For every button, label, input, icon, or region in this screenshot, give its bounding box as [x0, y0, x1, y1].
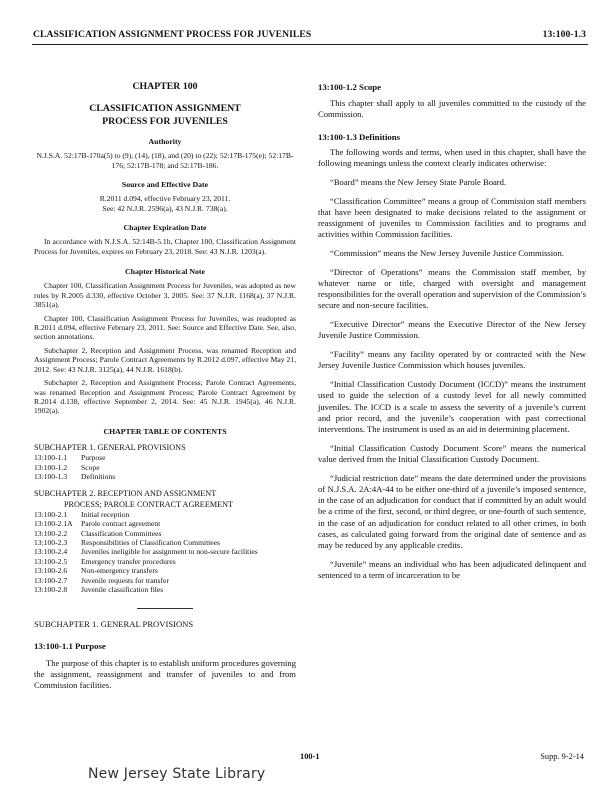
- history-paragraph-3: Subchapter 2, Reception and Assignment Process, was renamed Reception and Assignment Process; Parole Contract Agreements by R.2012 d.097, effective May 21, 2012. See: 43 N.J.R. 3125(a), 44 N.J.R. 1618(b).: [34, 345, 296, 374]
- source-heading: Source and Effective Date: [121, 180, 209, 190]
- toc-entry-number: 13:100-2.8: [34, 585, 68, 595]
- definition-paragraph: “Judicial restriction date” means the date determined under the provisions of N.J.S.A. 2A:4A-44 to be either one-third of a juvenile’s imposed sentence, in the case of an adjudication for conduct that if committed by an adult would be a crime of the first, second, or third degree, or one-fourth of such sentence, in the case of an adjudication for conduct related to all other crimes, in both cases, as calculated going forward from the original date of sentence and as may be reduced by any applicable credits.: [318, 472, 586, 551]
- toc-entry-title: Juveniles ineligible for assignment to non-secure facilities: [81, 547, 258, 557]
- toc-entry: [34, 519, 296, 528]
- right-column: [318, 82, 586, 581]
- toc-entry: [34, 566, 296, 575]
- history-heading: Chapter Historical Note: [125, 267, 205, 277]
- chapter-number: CHAPTER 100: [132, 81, 198, 92]
- source-text-1: R.2011 d.094, effective February 23, 2011.: [99, 194, 231, 204]
- history-paragraph-4: Subchapter 2, Reception and Assignment Process; Parole Contract Agreements, was renamed Reception and Assignment Process; Parole Contract Agreement by R.2014 d.138, effective September 2, 2014. See: 45 N.J.R. 1945(a), 46 N.J.R. 1902(a).: [34, 378, 296, 416]
- toc-entry-title: Juvenile classification files: [81, 585, 164, 595]
- toc-subchapter-2-title: SUBCHAPTER 2. RECEPTION AND ASSIGNMENT: [34, 489, 217, 499]
- definition-paragraph: “Director of Operations” means the Commission staff member, by whatever name or title, charged with oversight and management responsibilities for the overall operation and supervision of the Commission’s secure and non-secure facilities.: [318, 266, 586, 311]
- definition-paragraph: “Classification Committee” means a group of Commission staff members that have been designated to make decisions related to the assignment or reassignment of juveniles to Commission facilities and to programs and activities within Commission facilities.: [318, 195, 586, 240]
- toc-entry-title: Initial reception: [81, 509, 130, 519]
- toc-entry: [34, 585, 296, 594]
- definition-paragraph: “Commission” means the New Jersey Juvenile Justice Commission.: [330, 248, 564, 259]
- history-paragraph-2: Chapter 100, Classification Assignment Process for Juveniles, was readopted as R.2011 d.094, effective February 23, 2011. See: Source and Effective Date. See, also, section annotations.: [34, 313, 296, 342]
- running-head: [33, 29, 586, 40]
- source-text-2: See: 42 N.J.R. 2596(a), 43 N.J.R. 738(a).: [102, 203, 228, 213]
- toc-entry-number: 13:100-2.2: [34, 528, 68, 538]
- definition-paragraph: “Board” means the New Jersey State Parole Board.: [330, 176, 507, 187]
- header-rule: [32, 44, 588, 45]
- scope-heading: 13:100-1.2 Scope: [318, 82, 382, 92]
- purpose-text: The purpose of this chapter is to establish uniform procedures governing the assignment, reassignment and transfer of juveniles to and from Commission facilities.: [34, 657, 296, 691]
- section-divider: [137, 608, 193, 609]
- definitions-heading: 13:100-1.3 Definitions: [318, 131, 401, 142]
- history-paragraph-1: Chapter 100, Classification Assignment Process for Juveniles, was adopted as new rules by R.2005 d.330, effective October 3, 2005. See: 37 N.J.R. 1168(a), 37 N.J.R. 3851(a).: [34, 281, 296, 310]
- toc-entry-number: 13:100-2.7: [34, 575, 68, 585]
- toc-entry-number: 13:100-2.3: [34, 537, 68, 547]
- toc-subchapter-2-list: [34, 510, 296, 595]
- toc-subchapter-1-title: SUBCHAPTER 1. GENERAL PROVISIONS: [34, 442, 186, 452]
- toc-subchapter-2-title-cont: PROCESS; PAROLE CONTRACT AGREEMENT: [64, 499, 234, 509]
- running-head-title: CLASSIFICATION ASSIGNMENT PROCESS FOR JUVENILES: [33, 29, 312, 40]
- toc-entry: [34, 576, 296, 585]
- definitions-list: [318, 147, 586, 581]
- toc-entry-title: Non-emergency transfers: [81, 566, 158, 576]
- toc-entry: [34, 510, 296, 519]
- toc-entry-title: Definitions: [81, 471, 116, 481]
- toc-entry-title: Scope: [81, 462, 100, 472]
- authority-heading: Authority: [148, 137, 182, 147]
- toc-entry: [34, 547, 296, 556]
- purpose-heading: 13:100-1.1 Purpose: [34, 640, 106, 651]
- toc-entry-number: 13:100-2.5: [34, 556, 68, 566]
- toc-entry-title: Purpose: [81, 453, 106, 463]
- toc-entry-title: Parole contract agreement: [81, 519, 161, 529]
- toc-entry: [34, 529, 296, 538]
- toc-entry-title: Juvenile requests for transfer: [81, 575, 169, 585]
- toc-entry-number: 13:100-2.4: [34, 547, 68, 557]
- toc-subchapter-1-list: [34, 453, 296, 481]
- toc-entry: [34, 557, 296, 566]
- toc-entry: [34, 472, 296, 481]
- supplement-date: Supp. 9-2-14: [540, 752, 584, 761]
- definition-paragraph: “Initial Classification Custody Document Score” means the numerical value derived from the Initial Classification Custody Document.: [318, 442, 586, 465]
- definition-paragraph: “Initial Classification Custody Document (ICCD)” means the instrument used to guide the selection of a custody level for all newly committed juveniles. The ICCD is a scale to assess the severity of a juvenile’s current and prior record, and the juvenile’s cooperation with past correctional interventions. The instrument is used as an aid in determining placement.: [318, 379, 586, 435]
- toc-entry: [34, 453, 296, 462]
- scope-text: This chapter shall apply to all juveniles committed to the custody of the Commission.: [318, 98, 586, 120]
- toc-entry-number: 13:100-2.1: [34, 509, 68, 519]
- expiration-heading: Chapter Expiration Date: [123, 223, 207, 233]
- definition-paragraph: “Juvenile” means an individual who has been adjudicated delinquent and sentenced to a term of incarceration to be: [318, 558, 586, 581]
- toc-entry-number: 13:100-2.1A: [34, 519, 73, 529]
- toc-entry-number: 13:100-1.2: [34, 462, 68, 472]
- definition-paragraph: “Facility” means any facility operated by or contracted with the New Jersey Juvenile Justice Commission which houses juveniles.: [318, 349, 586, 371]
- toc-entry-number: 13:100-1.1: [34, 453, 68, 463]
- toc-heading: CHAPTER TABLE OF CONTENTS: [103, 426, 227, 436]
- expiration-text: In accordance with N.J.S.A. 52:14B-5.1b, Chapter 100, Classification Assignment Process for Juveniles, expires on February 23, 2018. See: 43 N.J.R. 1203(a).: [34, 237, 296, 256]
- chapter-title: CLASSIFICATION ASSIGNMENT PROCESS FOR JUVENILES: [89, 103, 241, 127]
- definition-paragraph: “Executive Director” means the Executive Director of the New Jersey Juvenile Justice Commission.: [318, 319, 586, 341]
- toc-entry: [34, 463, 296, 472]
- subchapter-1-heading: SUBCHAPTER 1. GENERAL PROVISIONS: [34, 619, 194, 630]
- toc-entry: [34, 538, 296, 547]
- left-column: [34, 82, 296, 691]
- page-number: 100-1: [300, 752, 320, 761]
- running-head-section: 13:100-1.3: [542, 29, 586, 40]
- toc-entry-title: Emergency transfer procedures: [81, 556, 176, 566]
- toc-entry-number: 13:100-2.6: [34, 566, 68, 576]
- authority-text: N.J.S.A. 52:17B-170a(5) to (9), (14), (18), and (20) to (22); 52:17B-175(e); 52:17B-176; 52:17B-178; and 52:17B-186.: [36, 151, 294, 170]
- toc-entry-title: Classification Committees: [81, 528, 162, 538]
- toc-entry-number: 13:100-1.3: [34, 471, 68, 481]
- library-watermark: New Jersey State Library: [88, 766, 266, 782]
- toc-entry-title: Responsibilities of Classification Committees: [81, 537, 220, 547]
- definitions-intro: The following words and terms, when used in this chapter, shall have the following meanings unless the context clearly indicates otherwise:: [318, 146, 586, 169]
